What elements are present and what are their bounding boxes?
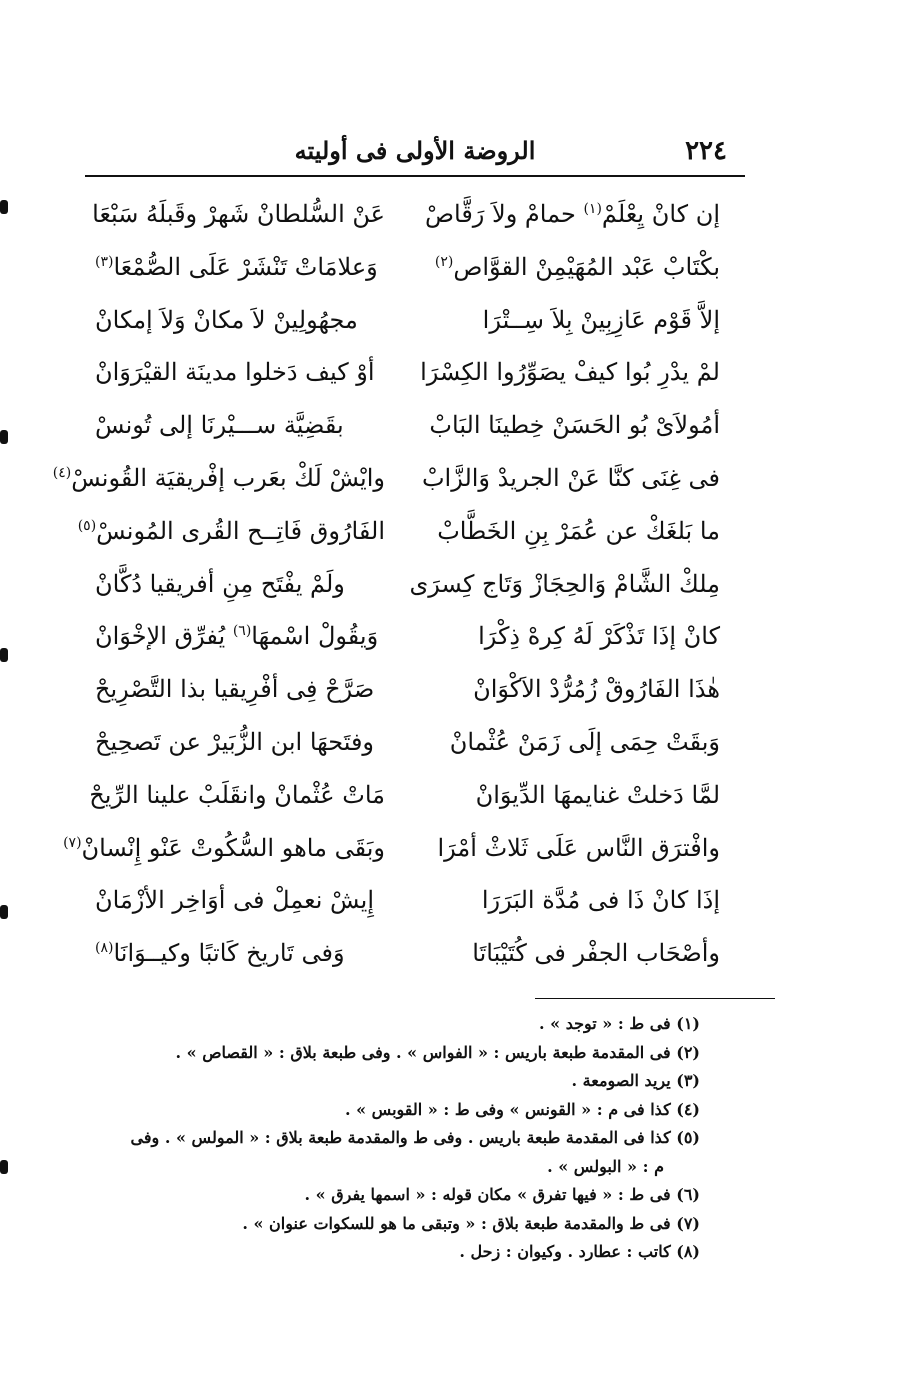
verse-line [95, 241, 720, 294]
margin-mark [0, 1160, 8, 1174]
hemistich-text: لمْ يدْرِ بُوا كيفْ يصَوِّرُوا الكِسْرَا [420, 358, 720, 387]
hemistich-text: وَفى تَاريخ كَاتبًا وكيــوَانَا [113, 939, 345, 968]
second-hemistich [77, 516, 385, 546]
footnote: م : « البولس » . [547, 1156, 664, 1176]
first-hemistich [430, 675, 720, 704]
second-hemistich [95, 411, 385, 440]
second-hemistich [95, 939, 385, 968]
first-hemistich [430, 728, 720, 757]
hemistich-text: وفتَحهَا ابن الزُّبَيرْ عن تَصحِيحْ [95, 727, 374, 756]
first-hemistich [430, 411, 720, 440]
hemistich-text: وايْشْ لَكْ بعَرب إفْريقيَة القُونسْ [71, 463, 385, 492]
verse-line [95, 716, 720, 769]
footnote: (٦) فى ط : « فيها تفرق » مكان قوله : « اسمها يفرق » . [304, 1185, 700, 1204]
footnote-marker: (٦) [232, 623, 252, 640]
first-hemistich [430, 622, 720, 651]
verse-line [95, 610, 720, 663]
hemistich-text: مجهُولِينْ لاَ مكانْ وَلاَ إمكانْ [95, 305, 358, 334]
footnote-marker: (٤) [52, 464, 72, 481]
second-hemistich [95, 570, 385, 599]
hemistich-text: فى غِنَى كنَّا عَنْ الجريدْ وَالزَّابْ [421, 463, 720, 492]
verse-line [77, 505, 720, 558]
verse-line [52, 452, 720, 505]
hemistich-text: كانْ إذَا تَذْكَرْ لَهُ كِرهْ ذِكْرَا [478, 622, 720, 651]
hemistich-text: وأصْحَاب الجفْر فى كُتَيْبَاتَا [472, 939, 720, 968]
page-header [85, 128, 745, 172]
verse-line [92, 188, 720, 241]
poem-verses [52, 188, 720, 980]
footnote-marker: (٧) [63, 834, 82, 851]
hemistich-text: وافْترَق النَّاس عَلَى ثَلاثْ أمْرَا [437, 833, 720, 862]
footnote: (٥) كذا فى المقدمة طبعة باريس . وفى ط والمقدمة طبعة بلاق : « المولس » . وفى [130, 1128, 700, 1147]
hemistich-text: يُفرِّق الإخْوَانْ [95, 622, 233, 651]
first-hemistich [421, 463, 720, 493]
margin-mark [0, 648, 8, 662]
hemistich-text: وَعلامَاتْ تَنْشَرْ عَلَى الصُّمْعَا [113, 252, 378, 281]
hemistich-text: وبَقَى ماهو السُّكُوتْ عَنْو إِنْسانْ [81, 833, 385, 862]
footnote-rule [535, 998, 775, 999]
hemistich-text: صَرَّحْ فِى أفْرِيقيا بذا التَّصْرِيحْ [95, 675, 375, 704]
footnote-marker: (٣) [95, 253, 114, 270]
verse-line [95, 558, 720, 611]
footnote-marker: (٥) [77, 517, 97, 534]
verse-line [95, 294, 720, 347]
verse-line [95, 663, 720, 716]
hemistich-text: ولَمْ يفْتَح مِنِ أفريقيا دُكَّانْ [95, 569, 345, 598]
first-hemistich [430, 517, 720, 546]
verse-line [95, 346, 720, 399]
first-hemistich [409, 569, 720, 599]
footnote: (١) فى ط : « توجد » . [539, 1014, 700, 1033]
hemistich-text: هٰذَا الفَارُوقْ زُمُرُّدْ الاَكْوَانْ [473, 675, 720, 704]
first-hemistich [420, 358, 720, 387]
hemistich-text: أمُولاَىْ بُو الحَسَنْ خِطينَا البَابْ [429, 411, 720, 440]
verse-line [95, 399, 720, 452]
hemistich-text: وَبقَتْ حِمَى إلَى زَمَنْ عُثْمانْ [449, 727, 720, 756]
margin-mark [0, 430, 8, 444]
second-hemistich [95, 886, 385, 915]
verse-line [95, 927, 720, 980]
footnotes [95, 1010, 700, 1267]
first-hemistich [430, 939, 720, 968]
margin-mark [0, 200, 8, 214]
second-hemistich [89, 780, 385, 810]
hemistich-text: إذَا كانْ ذَا فى مُدَّة البَرَرَا [481, 886, 720, 915]
first-hemistich [430, 886, 720, 915]
footnote: (٨) كاتب : عطارد . وكيوان : زحل . [459, 1242, 700, 1261]
hemistich-text: إن كانْ يِعْلَمْ [601, 200, 720, 228]
hemistich-text: حمامْ ولاَ رَقَّاصْ [425, 200, 584, 228]
margin-mark [0, 905, 8, 919]
hemistich-text: مَاتْ عُثْمانْ وانقَلَبْ علينا الرِّيحْ [89, 780, 385, 809]
verse-line [95, 874, 720, 927]
verse-line [89, 769, 720, 822]
first-hemistich [430, 834, 720, 863]
first-hemistich [430, 306, 720, 335]
verse-line [63, 822, 720, 875]
hemistich-text: ما بَلغَكْ عن عُمَرْ بِنِ الخَطَّابْ [437, 516, 720, 545]
first-hemistich [430, 253, 720, 282]
second-hemistich [95, 675, 385, 704]
hemistich-text: بقَضِيَّة ســـيْرنَا إلى تُونسْ [95, 411, 344, 440]
second-hemistich [95, 622, 385, 651]
hemistich-text: لمَّا دَخلتْ غنايمهَا الدِّيوَانْ [475, 780, 720, 809]
second-hemistich [63, 833, 385, 863]
hemistich-text: إلاَّ قَوْم عَازِبِينْ بِلاَ سِــتْرَا [482, 305, 720, 334]
second-hemistich [92, 200, 385, 229]
footnote-marker: (١) [583, 201, 602, 217]
footnote-marker: (٢) [434, 253, 454, 270]
second-hemistich [52, 463, 385, 493]
footnote: (٢) فى المقدمة طبعة باريس : « الفواس » . وفى طبعة بلاق : « القصاص » . [175, 1042, 700, 1062]
header-rule [85, 175, 745, 177]
hemistich-text: مِلكْ الشَّامْ وَالحِجَازْ وَتَاج كِسرَى [409, 569, 720, 598]
second-hemistich [95, 306, 385, 335]
second-hemistich [95, 253, 385, 282]
hemistich-text: بكْتَابْ عَبْد المُهَيْمِنْ القوَّاص [453, 252, 720, 281]
hemistich-text: إِيشْ نعمِلْ فى أوَاخِر الأزْمَانْ [95, 886, 374, 915]
page-number: ٢٢٤ [685, 136, 727, 166]
footnote: (٣) يريد الصومعة . [571, 1071, 700, 1090]
first-hemistich [430, 781, 720, 810]
second-hemistich [95, 358, 385, 387]
hemistich-text: عَنْ السُّلطانْ شَهرْ وقَبلَهُ سَبْعَا [92, 200, 385, 228]
second-hemistich [95, 728, 385, 757]
first-hemistich [425, 200, 720, 229]
hemistich-text: أوْ كيف دَخلوا مدينَة القيْرَوَانْ [95, 358, 375, 387]
footnote: (٤) كذا فى م : « القونس » وفى ط : « القوبس » . [344, 1099, 700, 1119]
footnote: (٧) فى ط والمقدمة طبعة بلاق : « وتبقى ما هو للسكوات عنوان » . [242, 1213, 700, 1233]
footnote-marker: (٨) [95, 940, 114, 957]
hemistich-text: الفَارُوق فَاتِــح القُرى المُونسْ [96, 516, 385, 545]
running-title: الروضة الأولى فى أوليته [294, 136, 536, 165]
hemistich-text: وَيقُولْ اسْمهَا [251, 622, 379, 651]
